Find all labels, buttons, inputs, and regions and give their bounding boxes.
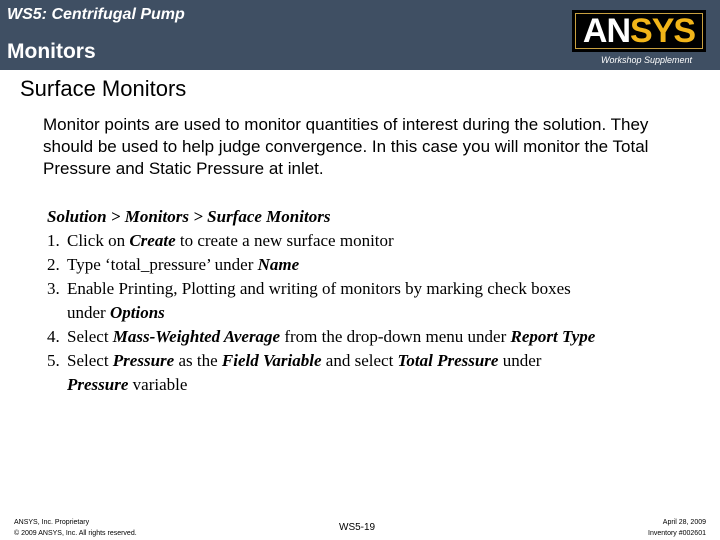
step-number: 2. bbox=[47, 255, 60, 274]
slide-heading: Surface Monitors bbox=[20, 76, 187, 101]
menu-path: Solution > Monitors > Surface Monitors bbox=[47, 207, 331, 226]
section-title: Monitors bbox=[7, 40, 96, 63]
step-number: 3. bbox=[47, 279, 60, 298]
footer-date: April 28, 2009 bbox=[662, 519, 706, 526]
instruction-steps bbox=[47, 205, 707, 397]
title-bar bbox=[0, 0, 720, 70]
page-number: WS5-19 bbox=[339, 522, 376, 533]
step-item: 1. Click on Create to create a new surface monitor bbox=[47, 229, 707, 253]
step-item: 5. Select Pressure as the Field Variable and select Total Pressure under Pressure variable bbox=[47, 351, 542, 394]
step-item: 2. Type ‘total_pressure’ under Name bbox=[47, 253, 707, 277]
workshop-title: WS5: Centrifugal Pump bbox=[7, 6, 185, 23]
step-item: 3. Enable Printing, Plotting and writing of monitors by marking check boxes under Options bbox=[47, 279, 571, 322]
logo-text-sys: SYS bbox=[630, 12, 696, 50]
step-item: 4. Select Mass-Weighted Average from the drop-down menu under Report Type bbox=[47, 325, 707, 349]
intro-paragraph: Monitor points are used to monitor quantities of interest during the solution. They should be used to help judge convergence. In this case you will monitor the Total Pressure and Static Pressure at inlet. bbox=[43, 115, 649, 178]
footer-date-inventory bbox=[648, 517, 706, 539]
ansys-logo bbox=[572, 10, 706, 52]
step-number: 4. bbox=[47, 327, 60, 346]
step-number: 1. bbox=[47, 231, 60, 250]
footer-copyright bbox=[14, 517, 137, 539]
step-number: 5. bbox=[47, 351, 60, 370]
inventory-number: Inventory #002601 bbox=[648, 530, 706, 537]
copyright-notice: © 2009 ANSYS, Inc. All rights reserved. bbox=[14, 530, 137, 537]
workshop-supplement-label: Workshop Supplement bbox=[600, 55, 692, 65]
proprietary-notice: ANSYS, Inc. Proprietary bbox=[14, 519, 90, 526]
logo-text-an: AN bbox=[582, 12, 631, 50]
